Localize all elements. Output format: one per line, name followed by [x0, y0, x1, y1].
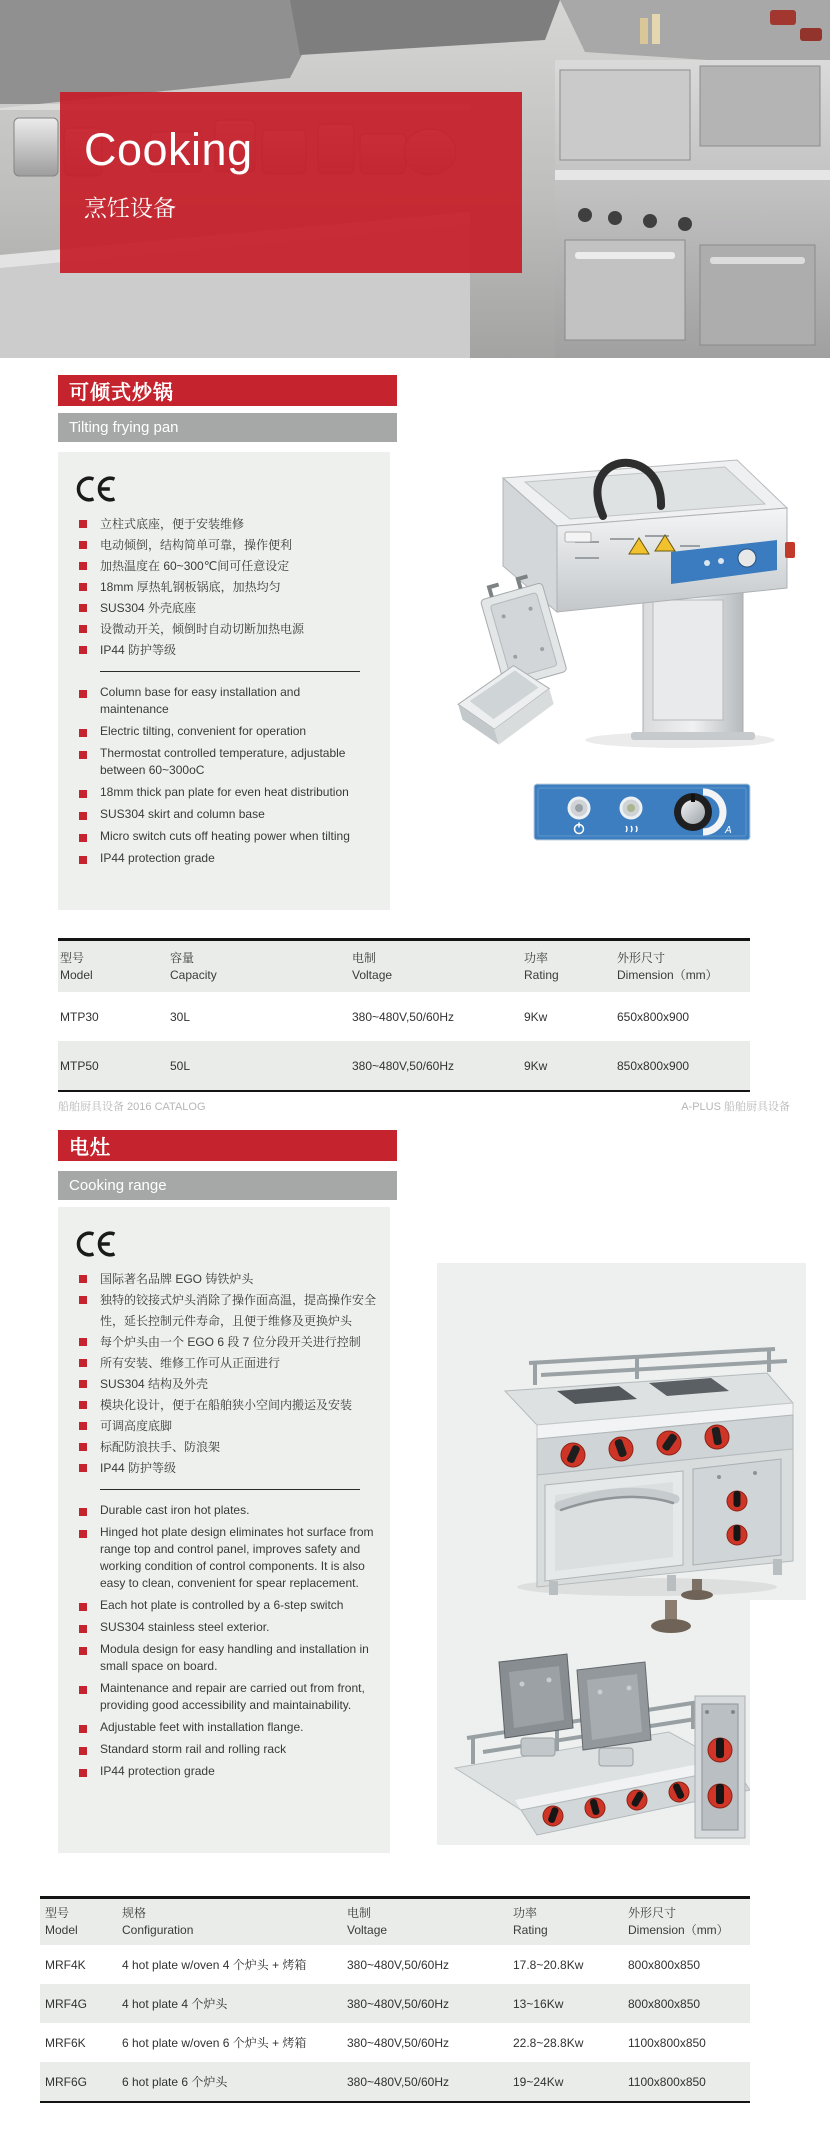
- feature-item: [58, 514, 390, 535]
- table-row: [40, 1984, 750, 2023]
- cell-dimension: 800x800x850: [628, 1957, 701, 1972]
- column-header-en: Model: [45, 1923, 78, 1937]
- column-header: [350, 950, 522, 984]
- bullet-square-icon: [79, 729, 87, 737]
- cell-rating: 13~16Kw: [513, 1996, 564, 2011]
- cell-voltage: 380~480V,50/60Hz: [352, 1009, 454, 1024]
- feature-text: 立柱式底座，便于安装维修: [100, 517, 245, 531]
- bullet-square-icon: [79, 1359, 87, 1367]
- cell-rating: 22.8~28.8Kw: [513, 2035, 584, 2050]
- feature-text: Standard storm rail and rolling rack: [100, 1742, 287, 1756]
- column-header: [58, 950, 168, 984]
- cell-voltage: 380~480V,50/60Hz: [347, 2074, 449, 2089]
- bullet-square-icon: [79, 1725, 87, 1733]
- bullet-square-icon: [79, 690, 87, 698]
- feature-text: 国际著名品牌 EGO 铸铁炉头: [100, 1272, 254, 1286]
- feature-item: [58, 1332, 390, 1353]
- column-header: [342, 1905, 508, 1939]
- bullet-square-icon: [79, 1747, 87, 1755]
- column-header-en: Dimension（mm）: [617, 968, 718, 982]
- column-header-cn: 功率: [513, 1906, 538, 1920]
- feature-item: [58, 723, 390, 740]
- bullet-square-icon: [79, 1603, 87, 1611]
- table-row: [40, 2062, 750, 2101]
- cell-voltage: 380~480V,50/60Hz: [347, 1996, 449, 2011]
- table-row: [58, 1041, 750, 1090]
- section-title-en: Tilting frying pan: [69, 419, 179, 436]
- bullet-square-icon: [79, 1647, 87, 1655]
- feature-item: [58, 1680, 390, 1714]
- cell-model: MTP50: [60, 1058, 99, 1073]
- feature-item: [58, 1641, 390, 1675]
- column-header-cn: 型号: [45, 1906, 70, 1920]
- ce-mark-icon: [76, 1231, 118, 1257]
- feature-item: [58, 850, 390, 867]
- feature-item: [58, 1458, 390, 1479]
- divider-line: [100, 1489, 360, 1490]
- feature-item: [58, 1353, 390, 1374]
- feature-text: 加热温度在 60~300℃间可任意设定: [100, 559, 290, 573]
- features-panel: [58, 1207, 390, 1853]
- table-row: [58, 992, 750, 1041]
- feature-text: Adjustable feet with installation flange.: [100, 1720, 304, 1734]
- feature-text: 可调高度底脚: [100, 1419, 173, 1433]
- feature-list-en: [58, 684, 390, 867]
- spec-table-tilting-pan: [58, 938, 750, 1092]
- cell-dimension: 1100x800x850: [628, 2074, 706, 2089]
- feature-item: [58, 1597, 390, 1614]
- cell-dimension: 850x800x900: [617, 1058, 690, 1073]
- cell-dimension: 1100x800x850: [628, 2035, 706, 2050]
- feature-item: [58, 535, 390, 556]
- feature-text: 电动倾倒，结构简单可靠，操作便利: [100, 538, 293, 552]
- cell-voltage: 380~480V,50/60Hz: [352, 1058, 454, 1073]
- feature-item: [58, 598, 390, 619]
- feature-text: IP44 protection grade: [100, 851, 215, 865]
- feature-text: 独特的铰接式炉头消除了操作面高温，提高操作安全性，延长控制元件寿命，且便于维修及更换炉头: [100, 1293, 377, 1328]
- table-header-row: [40, 1899, 750, 1945]
- ce-mark-icon: [76, 476, 118, 502]
- feature-text: IP44 防护等级: [100, 1461, 177, 1475]
- column-header: [623, 1905, 750, 1939]
- section-title-band-cn: [58, 375, 397, 406]
- page-subtitle: 烹饪设备: [84, 195, 176, 222]
- feature-item: [58, 1502, 390, 1519]
- column-header-cn: 外形尺寸: [617, 951, 666, 965]
- page-footer: [58, 1098, 790, 1114]
- bullet-square-icon: [79, 1296, 87, 1304]
- feature-item: [58, 1741, 390, 1758]
- footer-right-text: A-PLUS 船舶厨具设备: [681, 1101, 790, 1113]
- column-header: [40, 1905, 117, 1939]
- section-title-cn: 电灶: [69, 1137, 111, 1159]
- cell-configuration: 6 hot plate 6 个炉头: [122, 2075, 228, 2089]
- feature-item: [58, 1269, 390, 1290]
- feature-text: SUS304 结构及外壳: [100, 1377, 209, 1391]
- feature-text: Electric tilting, convenient for operation: [100, 724, 307, 738]
- hero-banner: [0, 0, 830, 358]
- bullet-square-icon: [79, 1422, 87, 1430]
- hero-title-box: [60, 92, 522, 273]
- cell-model: MRF6G: [45, 2074, 87, 2089]
- feature-item: [58, 1290, 390, 1332]
- feature-item: [58, 1437, 390, 1458]
- feature-item: [58, 1395, 390, 1416]
- feature-text: 18mm thick pan plate for even heat distribution: [100, 785, 349, 799]
- feature-item: [58, 1719, 390, 1736]
- bullet-square-icon: [79, 562, 87, 570]
- bullet-square-icon: [79, 751, 87, 759]
- feature-text: Durable cast iron hot plates.: [100, 1503, 250, 1517]
- column-header-en: Model: [60, 968, 93, 982]
- bullet-square-icon: [79, 790, 87, 798]
- cell-configuration: 4 hot plate w/oven 4 个炉头 + 烤箱: [122, 1958, 307, 1972]
- bullet-square-icon: [79, 604, 87, 612]
- column-header: [522, 950, 615, 984]
- tilting-frying-pan-photo: [425, 420, 800, 750]
- feature-text: 18mm 厚热轧钢板锅底，加热均匀: [100, 580, 281, 594]
- cell-capacity: 50L: [170, 1058, 191, 1073]
- feature-item: [58, 828, 390, 845]
- cell-model: MRF6K: [45, 2035, 86, 2050]
- feature-text: 设微动开关，倾倒时自动切断加热电源: [100, 622, 305, 636]
- table-row: [40, 1945, 750, 1984]
- column-header-cn: 容量: [170, 951, 195, 965]
- cell-rating: 17.8~20.8Kw: [513, 1957, 584, 1972]
- column-header-cn: 型号: [60, 951, 85, 965]
- feature-item: [58, 1763, 390, 1780]
- control-panel-photo: [533, 783, 751, 843]
- divider-line: [100, 671, 360, 672]
- cell-dimension: 800x800x850: [628, 1996, 701, 2011]
- column-header-en: Configuration: [122, 1923, 194, 1937]
- section-title-en: Cooking range: [69, 1177, 167, 1194]
- column-header: [117, 1905, 342, 1939]
- column-header-en: Rating: [524, 968, 559, 982]
- column-header-en: Voltage: [347, 1923, 388, 1937]
- features-panel: [58, 452, 390, 910]
- feature-text: Column base for easy installation and maintenance: [100, 685, 301, 716]
- feature-text: 所有安装、维修工作可从正面进行: [100, 1356, 281, 1370]
- column-header-en: Dimension（mm）: [628, 1923, 729, 1937]
- section-title-band-en: [58, 413, 397, 442]
- feature-text: 每个炉头由一个 EGO 6 段 7 位分段开关进行控制: [100, 1335, 361, 1349]
- bullet-square-icon: [79, 812, 87, 820]
- cell-rating: 9Kw: [524, 1058, 548, 1073]
- column-header-en: Voltage: [352, 968, 393, 982]
- feature-item: [58, 640, 390, 661]
- section-title-band-en: [58, 1171, 397, 1200]
- feature-item: [58, 745, 390, 779]
- feature-item: [58, 684, 390, 718]
- column-header-cn: 规格: [122, 1906, 147, 1920]
- section-title-band-cn: [58, 1130, 397, 1161]
- bullet-square-icon: [79, 1443, 87, 1451]
- footer-left-text: 船舶厨具设备 2016 CATALOG: [58, 1101, 206, 1113]
- feature-text: Modula design for easy handling and installation in small space on board.: [100, 1642, 369, 1673]
- cell-model: MRF4K: [45, 1957, 86, 1972]
- feature-text: 模块化设计，便于在船舶狭小空间内搬运及安装: [100, 1398, 353, 1412]
- bullet-square-icon: [79, 625, 87, 633]
- section-title-cn: 可倾式炒锅: [69, 382, 174, 404]
- cell-rating: 19~24Kw: [513, 2074, 564, 2089]
- column-header-cn: 电制: [352, 951, 377, 965]
- table-body: [40, 1945, 750, 2101]
- feature-text: SUS304 外壳底座: [100, 601, 197, 615]
- bullet-square-icon: [79, 1464, 87, 1472]
- bullet-square-icon: [79, 1275, 87, 1283]
- column-header-cn: 电制: [347, 1906, 372, 1920]
- feature-item: [58, 577, 390, 598]
- cell-model: MTP30: [60, 1009, 99, 1024]
- column-header-cn: 功率: [524, 951, 549, 965]
- cell-model: MRF4G: [45, 1996, 87, 2011]
- feature-text: IP44 protection grade: [100, 1764, 215, 1778]
- feature-text: IP44 防护等级: [100, 643, 177, 657]
- bullet-square-icon: [79, 1401, 87, 1409]
- bullet-square-icon: [79, 1380, 87, 1388]
- feature-item: [58, 619, 390, 640]
- cell-voltage: 380~480V,50/60Hz: [347, 1957, 449, 1972]
- feature-item: [58, 1524, 390, 1592]
- bullet-square-icon: [79, 1769, 87, 1777]
- bullet-square-icon: [79, 1338, 87, 1346]
- spec-table-cooking-range: [40, 1896, 750, 2103]
- feature-text: SUS304 skirt and column base: [100, 807, 265, 821]
- feature-item: [58, 1416, 390, 1437]
- bullet-square-icon: [79, 520, 87, 528]
- column-header-cn: 外形尺寸: [628, 1906, 677, 1920]
- bullet-square-icon: [79, 646, 87, 654]
- feature-item: [58, 1374, 390, 1395]
- cell-voltage: 380~480V,50/60Hz: [347, 2035, 449, 2050]
- feature-list-cn: [58, 514, 390, 661]
- column-header: [508, 1905, 623, 1939]
- svg-text:A: A: [725, 825, 732, 836]
- feature-list-cn: [58, 1269, 390, 1479]
- bullet-square-icon: [79, 1508, 87, 1516]
- feature-item: [58, 1619, 390, 1636]
- cell-configuration: 4 hot plate 4 个炉头: [122, 1997, 228, 2011]
- bullet-square-icon: [79, 583, 87, 591]
- cell-configuration: 6 hot plate w/oven 6 个炉头 + 烤箱: [122, 2036, 307, 2050]
- column-header: [615, 950, 750, 984]
- feature-text: 标配防浪扶手、防浪架: [100, 1440, 221, 1454]
- table-body: [58, 992, 750, 1090]
- table-header-row: [58, 941, 750, 992]
- page-title: Cooking: [84, 124, 253, 175]
- feature-text: Thermostat controlled temperature, adjustable between 60~300oC: [100, 746, 346, 777]
- hot-plate-modules-photo: [437, 1600, 750, 1845]
- bullet-square-icon: [79, 1625, 87, 1633]
- bullet-square-icon: [79, 1530, 87, 1538]
- bullet-square-icon: [79, 834, 87, 842]
- table-row: [40, 2023, 750, 2062]
- feature-text: Each hot plate is controlled by a 6-step switch: [100, 1598, 344, 1612]
- bullet-square-icon: [79, 541, 87, 549]
- bullet-square-icon: [79, 1686, 87, 1694]
- feature-item: [58, 556, 390, 577]
- feature-text: Maintenance and repair are carried out from front, providing good accessibility and maintainability.: [100, 1681, 365, 1712]
- column-header-en: Rating: [513, 1923, 548, 1937]
- cell-rating: 9Kw: [524, 1009, 548, 1024]
- feature-text: SUS304 stainless steel exterior.: [100, 1620, 270, 1634]
- bullet-square-icon: [79, 856, 87, 864]
- column-header-en: Capacity: [170, 968, 217, 982]
- feature-list-en: [58, 1502, 390, 1780]
- cooking-range-photo: [437, 1263, 806, 1600]
- feature-item: [58, 806, 390, 823]
- column-header: [168, 950, 350, 984]
- feature-item: [58, 784, 390, 801]
- feature-text: Micro switch cuts off heating power when tilting: [100, 829, 350, 843]
- feature-text: Hinged hot plate design eliminates hot surface from range top and control panel, improves safety and working condition of control components. It is also easy to clean, convenient for spear replacement.: [100, 1525, 374, 1590]
- cell-capacity: 30L: [170, 1009, 191, 1024]
- cell-dimension: 650x800x900: [617, 1009, 690, 1024]
